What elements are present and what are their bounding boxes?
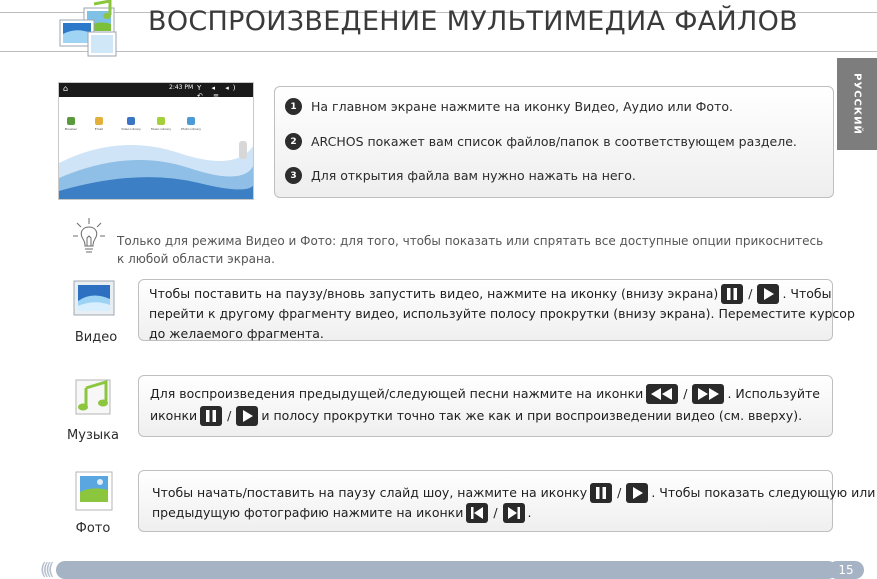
step-text: ARCHOS покажет вам список файлов/папок в соответствующем разделе.	[311, 134, 797, 149]
tip-text: Только для режима Видео и Фото: для того, чтобы показать или спрятать все доступные опции прикоснитесь к любой области экрана.	[117, 234, 824, 266]
separator: /	[227, 408, 232, 423]
video-icon	[72, 277, 116, 321]
language-tab-label: РУССКИЙ	[851, 73, 863, 135]
play-icon	[757, 284, 779, 304]
status-time: 2:43 PM	[169, 84, 194, 91]
music-text-c: иконки	[150, 408, 198, 423]
app-label: Video Library	[121, 127, 141, 131]
step-text: На главном экране нажмите на иконку Видео, Аудио или Фото.	[311, 99, 733, 114]
rewind-icon	[646, 384, 678, 404]
footer-bar	[56, 561, 837, 579]
previous-icon	[466, 503, 488, 523]
photo-line-2	[152, 503, 819, 523]
separator: /	[683, 386, 688, 401]
photo-label: Фото	[75, 521, 111, 536]
video-info-box	[138, 279, 855, 341]
step-1	[285, 98, 733, 115]
status-bar	[59, 83, 253, 100]
music-icon	[72, 372, 116, 416]
step-2	[285, 133, 797, 150]
fast-forward-icon	[692, 384, 724, 404]
music-text-b: . Используйте	[727, 386, 820, 401]
photo-icon	[72, 470, 116, 514]
separator: /	[748, 286, 753, 301]
video-label: Видео	[74, 330, 118, 345]
status-icons: Y ◂ ◂) ↶ ≡	[197, 84, 240, 100]
language-tab	[837, 58, 877, 150]
photo-text-a: Чтобы начать/поставить на паузу слайд шоу, нажмите на иконку	[152, 485, 588, 500]
app-label: Music Library	[151, 127, 171, 131]
page-number: 15	[828, 561, 864, 579]
wallpaper-wave	[59, 123, 254, 200]
pause-icon	[200, 406, 222, 426]
music-line-2	[150, 406, 821, 426]
page-title: ВОСПРОИЗВЕДЕНИЕ МУЛЬТИМЕДИА ФАЙЛОВ	[148, 6, 798, 37]
video-line-1	[149, 284, 832, 304]
play-icon	[626, 483, 648, 503]
lightbulb-icon	[72, 216, 106, 260]
photo-info-box	[138, 470, 876, 532]
multimedia-icon	[58, 0, 122, 58]
pause-icon	[590, 483, 612, 503]
step-number: 1	[285, 98, 302, 115]
video-text-a: Чтобы поставить на паузу/вновь запустить видео, нажмите на иконку (внизу экрана)	[149, 286, 719, 301]
video-line-3: до желаемого фрагмента.	[149, 326, 324, 341]
side-handle	[239, 141, 247, 159]
home-screen-screenshot	[58, 82, 254, 200]
photo-text-c: предыдущую фотографию нажмите на иконки	[152, 505, 464, 520]
step-number: 2	[285, 133, 302, 150]
app-label: Browser	[64, 127, 78, 131]
video-text-b: . Чтобы	[782, 286, 832, 301]
step-3	[285, 167, 636, 184]
home-icon: ⌂	[63, 84, 69, 93]
music-info-box	[138, 375, 833, 437]
play-icon	[236, 406, 258, 426]
video-line-2: перейти к другому фрагменту видео, используйте полосу прокрутки (внизу экрана). Переместите курсор	[149, 306, 855, 321]
separator: /	[617, 485, 622, 500]
app-label: Photo Library	[181, 127, 202, 131]
header-bottom-rule	[0, 51, 877, 52]
music-line-1	[150, 384, 821, 404]
photo-text-d: .	[527, 505, 532, 520]
step-number: 3	[285, 167, 302, 184]
pause-icon	[721, 284, 743, 304]
photo-text-b: . Чтобы показать следующую или	[651, 485, 876, 500]
step-text: Для открытия файла вам нужно нажать на него.	[311, 168, 636, 183]
next-icon	[503, 503, 525, 523]
footer-decoration: ((((	[40, 560, 51, 579]
app-label: Email	[94, 127, 104, 131]
separator: /	[493, 505, 498, 520]
music-text-a: Для воспроизведения предыдущей/следующей песни нажмите на иконки	[150, 386, 644, 401]
photo-line-1	[152, 483, 876, 503]
music-label: Музыка	[67, 428, 119, 443]
steps-box	[274, 86, 834, 198]
music-text-d: и полосу прокрутки точно так же как и при воспроизведении видео (см. вверху).	[261, 408, 803, 423]
